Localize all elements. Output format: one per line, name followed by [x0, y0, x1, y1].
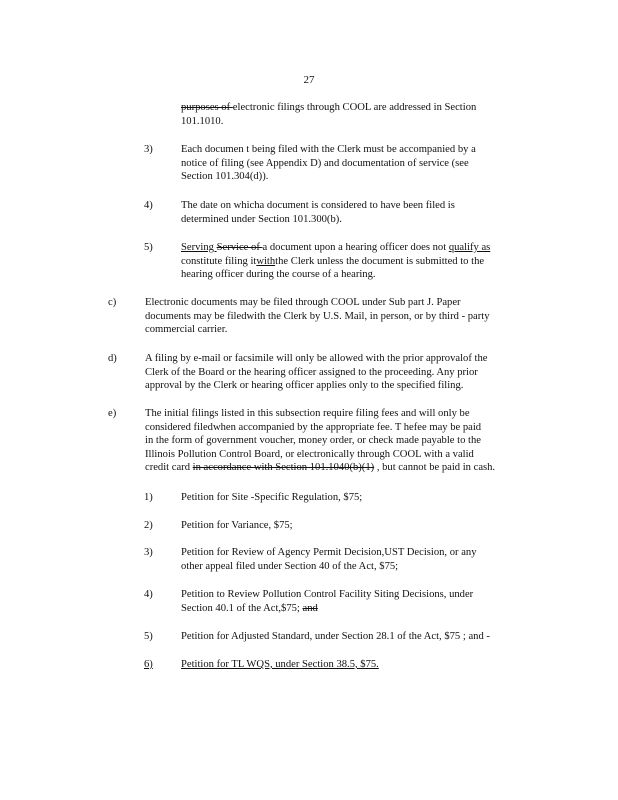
list-marker: 4)	[144, 589, 153, 600]
list-marker: 1)	[144, 492, 153, 503]
paragraph-line: 101.1010.	[181, 115, 224, 127]
list-marker: 3)	[144, 547, 153, 558]
paragraph-line: Illinois Pollution Control Board, or electronically through COOL with a valid	[145, 448, 474, 460]
paragraph-line: documents may be filedwith the Clerk by U.S. Mail, in person, or by third - party	[145, 310, 490, 322]
paragraph-line: The date on whicha document is considered to have been filed is	[181, 200, 455, 211]
list-marker: 4)	[144, 200, 153, 211]
paragraph-text: the Clerk unless the document is submitted to the	[275, 255, 485, 267]
paragraph-line: Petition for Variance, $75;	[181, 520, 293, 531]
paragraph-text: a document upon a hearing officer does not	[262, 242, 449, 253]
paragraph-line: Petition to Review Pollution Control Facility Siting Decisions, under	[181, 589, 474, 600]
paragraph-line: Each documen t being filed with the Clerk must be accompanied by a	[181, 144, 476, 155]
paragraph-line: The initial filings listed in this subsection require filing fees and will only be	[145, 408, 470, 419]
deleted-text: purposes of	[181, 102, 233, 113]
paragraph-text: credit card	[145, 462, 193, 474]
paragraph-line: notice of filing (see Appendix D) and documentation of service (see	[181, 157, 469, 169]
page-number: 27	[303, 74, 315, 86]
paragraph-text: Section 40.1 of the Act,$75;	[181, 602, 303, 614]
paragraph-line: electronic filings through COOL are addressed in Section	[232, 102, 477, 113]
inserted-text: with	[256, 255, 276, 267]
paragraph-text: constitute filing it	[181, 255, 257, 267]
deleted-text: Service of	[216, 242, 263, 253]
list-marker: 3)	[144, 144, 153, 155]
paragraph-line: hearing officer during the course of a hearing.	[181, 269, 376, 281]
paragraph-text: , but cannot be paid in cash.	[374, 462, 496, 474]
paragraph-line: Electronic documents may be filed through COOL under Sub part J. Paper	[145, 297, 461, 308]
paragraph-line: Petition for Adjusted Standard, under Section 28.1 of the Act, $75 ; and -	[181, 631, 490, 642]
paragraph-line: Petition for Site -Specific Regulation, $75;	[181, 492, 363, 503]
inserted-text: Serving	[181, 242, 217, 253]
list-marker: d)	[108, 353, 117, 364]
paragraph-line: in the form of government voucher, money order, or check made payable to the	[145, 435, 481, 447]
deleted-text: and	[302, 602, 318, 614]
list-marker: c)	[108, 297, 117, 308]
list-marker: e)	[108, 408, 117, 419]
paragraph-line: considered filedwhen accompanied by the appropriate fee. T hefee may be paid	[145, 421, 482, 433]
list-marker: 5)	[144, 242, 153, 253]
list-marker: 6)	[144, 659, 153, 670]
deleted-text: in accordance with Section 101.1040(b)(1)	[192, 462, 375, 474]
paragraph-line: A filing by e-mail or facsimile will only be allowed with the prior approvalof the	[145, 353, 488, 364]
inserted-text: qualify as	[448, 242, 491, 253]
paragraph-line: other appeal filed under Section 40 of the Act, $75;	[181, 560, 399, 572]
list-marker: 2)	[144, 520, 153, 531]
paragraph-line: commercial carrier.	[145, 324, 228, 336]
list-marker: 5)	[144, 631, 153, 642]
paragraph-line: Section 101.304(d)).	[181, 171, 269, 183]
paragraph-line: Clerk of the Board or the hearing officer assigned to the proceeding. Any prior	[145, 366, 478, 378]
inserted-text: Petition for TL WQS, under Section 38.5, $75.	[181, 659, 379, 670]
paragraph-line: determined under Section 101.300(b).	[181, 213, 342, 225]
paragraph-line: approval by the Clerk or hearing officer applies only to the specified filing.	[145, 380, 464, 392]
paragraph-line: Petition for Review of Agency Permit Decision,UST Decision, or any	[181, 547, 477, 558]
